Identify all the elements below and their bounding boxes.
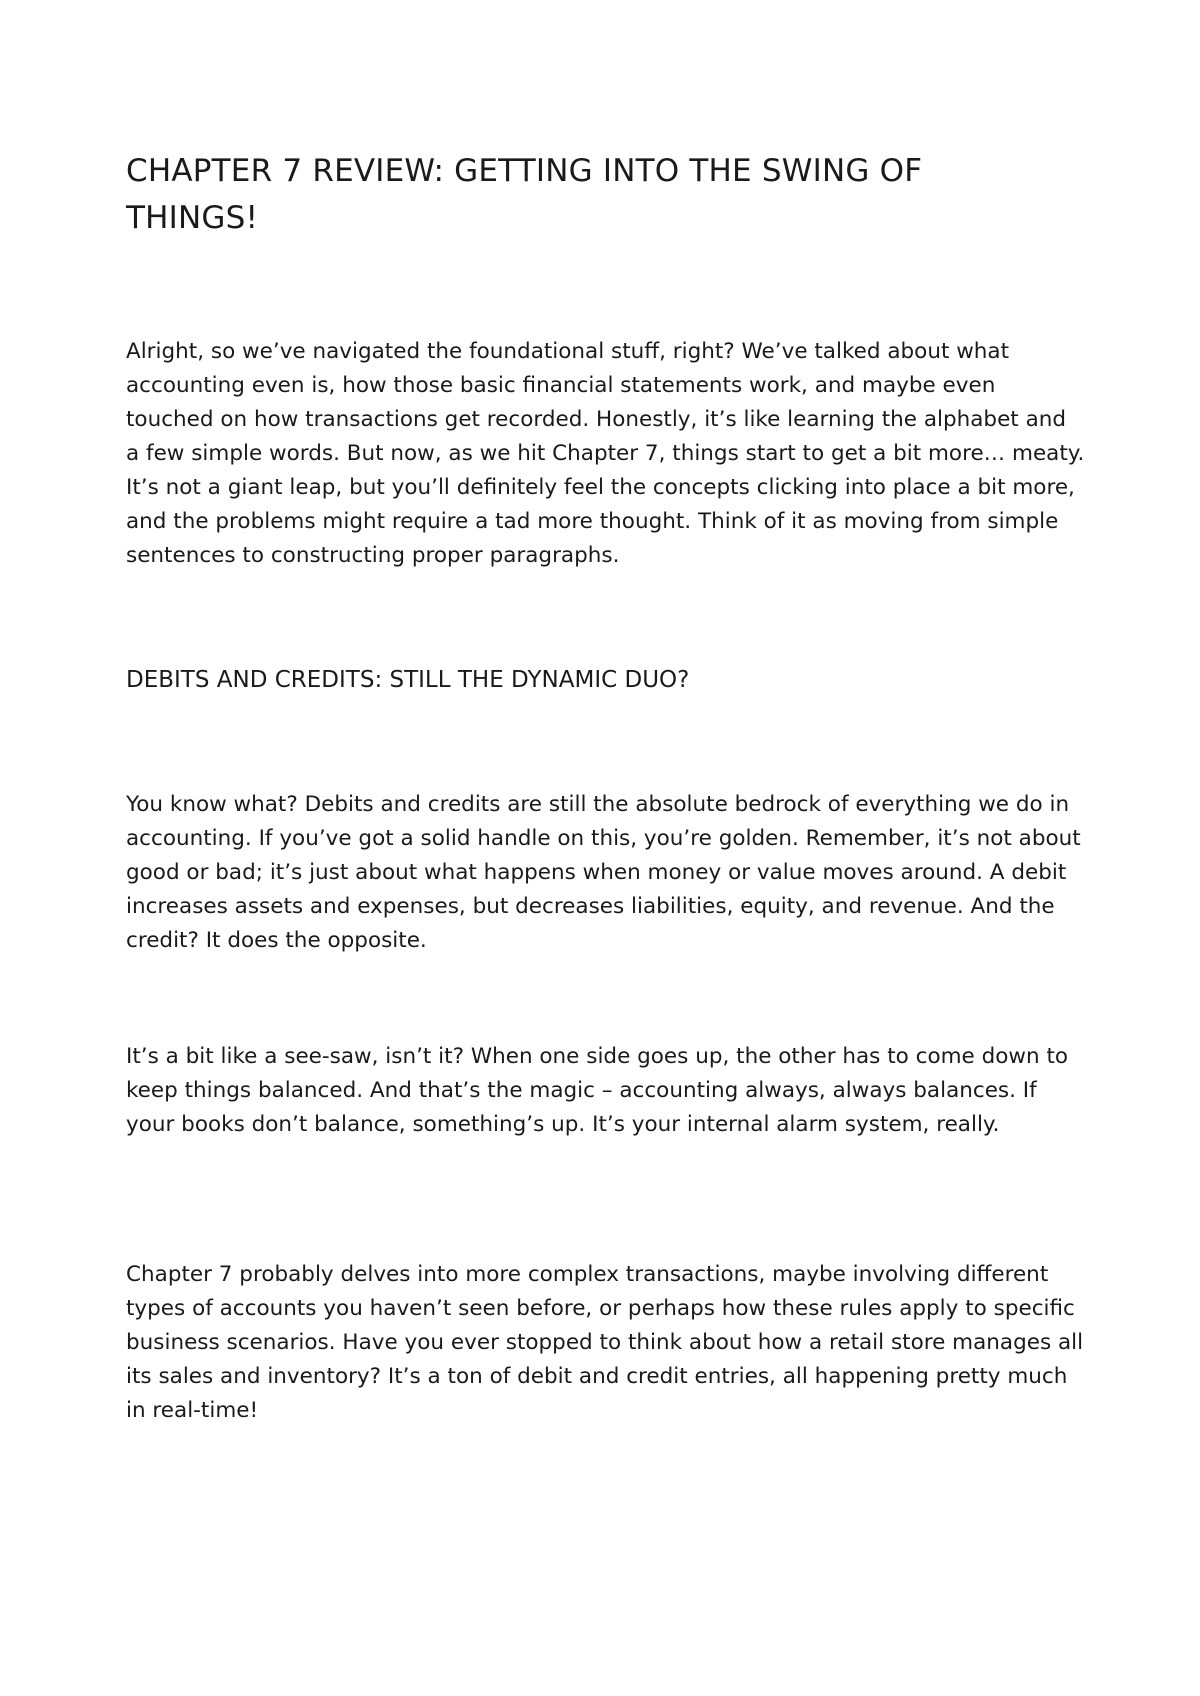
section-paragraph: It’s a bit like a see-saw, isn’t it? When one side goes up, the other has to come down to keep things balanced. And that’s the magic – accounting always, always balances. If your books don’t balance, something’s up. It’s your internal alarm system, really. xyxy=(126,1044,1069,1137)
section-paragraph: Chapter 7 probably delves into more complex transactions, maybe involving different types of accounts you haven’t seen before, or perhaps how these rules apply to specific business scenarios. Have you ever stopped to think about how a retail store manages all its sales and inventory? It’s a ton of debit and credit entries, all happening pretty much in real-time! xyxy=(126,1262,1084,1423)
section-paragraph: You know what? Debits and credits are still the absolute bedrock of everything we do in accounting. If you’ve got a solid handle on this, you’re golden. Remember, it’s not about good or bad; it’s just about what happens when money or value moves around. A debit increases assets and expenses, but decreases liabilities, equity, and revenue. And the credit? It does the opposite. xyxy=(126,792,1081,953)
section-heading: DEBITS AND CREDITS: STILL THE DYNAMIC DUO? xyxy=(126,667,690,693)
intro-paragraph: Alright, so we’ve navigated the foundational stuff, right? We’ve talked about what accounting even is, how those basic financial statements work, and maybe even touched on how transactions get recorded. Honestly, it’s like learning the alphabet and a few simple words. But now, as we hit Chapter 7, things start to get a bit more… meaty. It’s not a giant leap, but you’ll definitely feel the concepts clicking into place a bit more, and the problems might require a tad more thought. Think of it as moving from simple sentences to constructing proper paragraphs. xyxy=(126,339,1085,568)
page-title: CHAPTER 7 REVIEW: GETTING INTO THE SWING OF THINGS! xyxy=(126,153,923,236)
